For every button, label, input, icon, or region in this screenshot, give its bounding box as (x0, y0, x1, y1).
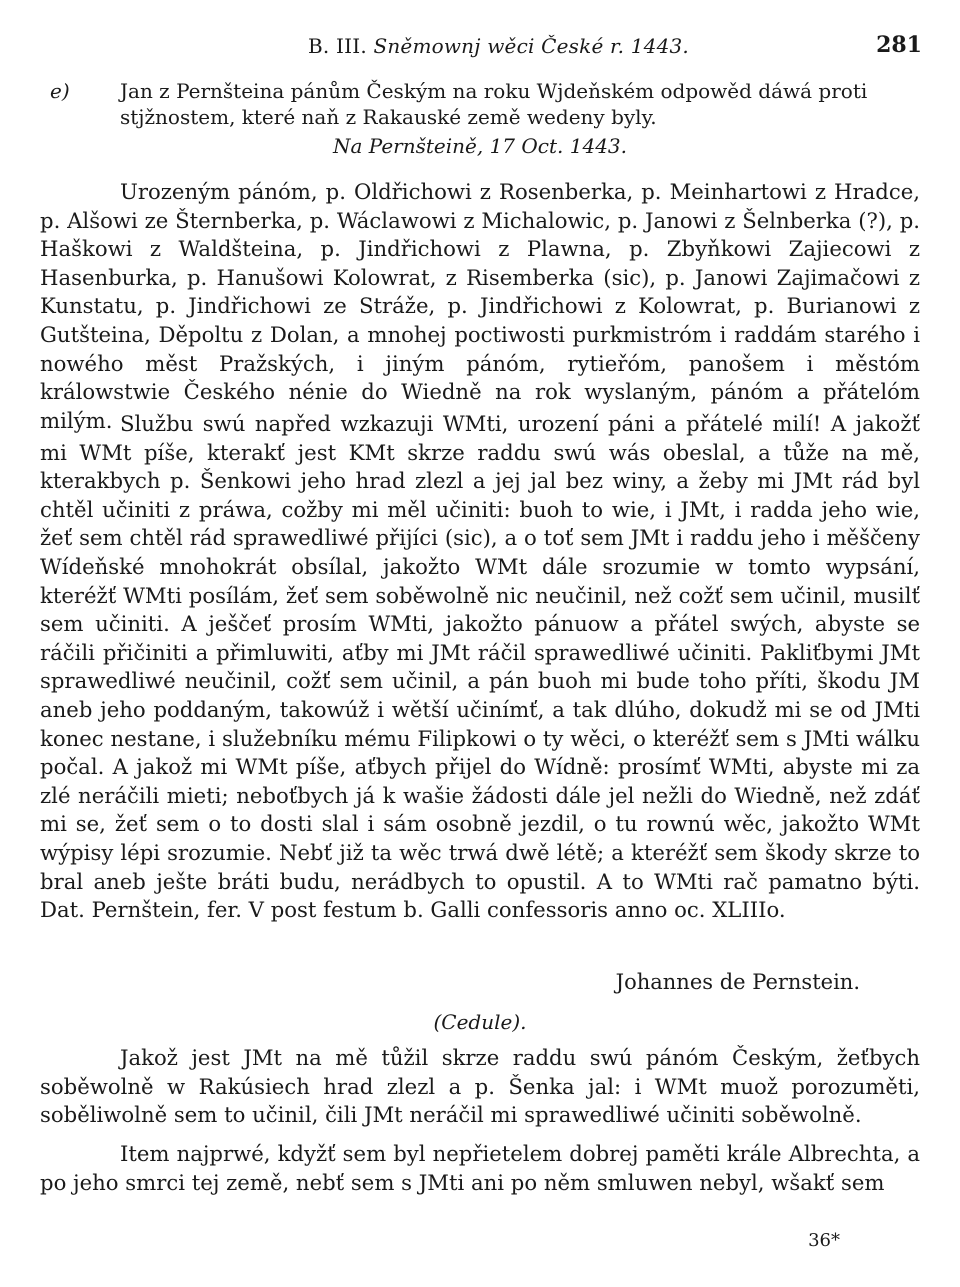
letter-body: Službu swú napřed wzkazuji WMti, urození páni a přátelé milí! A jakožť mi WMt píše, kterakť jest KMt skrze raddu swú wás obeslal, a tůže na mě, kterakbych p. Šenkowi jeho hrad zlezl a jej jal bez winy, a žeby mi JMt rád byl chtěl učiniti z práwa, cožby mi měl učiniti: buoh to wie, i JMt, i radda jeho wie, žeť sem chtěl rád sprawedliwé přijíci (sic), a o toť sem JMt i raddu jeho i měščeny Wídeňské mnohokrát obsílal, jakožto WMt dále srozumie w tomto wypsání, kteréžť WMti posílám, žeť sem soběwolně nic neučinil, než cožť sem učinil, musilť sem učiniti. A ješčeť prosím WMti, jakožto pánuow a přátel swých, abyste se ráčili přičiniti a přimluwiti, aťby mi JMt ráčil sprawedliwé učiniti. Pakliťbymi JMt sprawedliwé neučinil, cožť sem učinil, a pán buoh mi bude toho příti, škodu JM aneb jeho poddaným, takowúž i wětší učinímť, a tak dlúho, dokudž mi se od JMti konec nestane, i služebníku mému Filipkowi o ty wěci, o kteréžť sem s JMti wálku počal. A jakož mi WMt píše, aťbych přijel do Wídně: prosímť WMti, abyste mi za zlé neráčili mieti; neboťbych já k wašie žádosti dále jel nežli do Wiedně, než zdáť mi se, žeť sem o to dosti slal i sám osobně jezdil, o tu rownú wěc, jakožto WMt wýpisy lépi srozumie. Nebť již ta wěc trwá dwě létě; a kteréžť sem škody skrze to bral aneb ješte bráti budu, nerádbych to opustil. A to WMti rač pamatno býti. Dat. Pernštein, fer. V post festum b. Galli confessoris anno oc. XLIIIo. (40, 411, 920, 923)
running-head-title: Sněmownj wěci České r. 1443. (373, 34, 689, 58)
paragraph-1: Jakož jest JMt na mě tůžil skrze raddu swú pánóm Českým, žeťbych soběwolně w Rakúsiech hrad zlezl a p. Šenka jal: i WMt muož porozuměti, soběliwolně sem to učinil, čili JMt neráčil mi sprawedliwé učiniti soběwolně. (40, 1045, 920, 1128)
dateline: Na Pernšteině, 17 Oct. 1443. (333, 134, 627, 158)
signature-mark: 36* (808, 1230, 840, 1251)
running-head (308, 34, 689, 58)
paragraph-2: Item najprwé, kdyžť sem byl nepřietelem dobrej paměti krále Albrechta, a po jeho smrci tej země, nebť sem s JMti ani po něm smluwen nebyl, wšakť sem (40, 1141, 920, 1195)
page-number: 281 (876, 32, 922, 58)
headnote-marker: e) (50, 79, 70, 103)
running-head-prefix: B. III. (308, 34, 367, 58)
headnote-text: Jan z Pernšteina pánům Českým na roku Wjdeňském odpowěd dáwá proti stjžnostem, které naň z Rakauské země wedeny byly. (120, 79, 868, 129)
address-text: Urozeným pánóm, p. Oldřichowi z Rosenberka, p. Meinhartowi z Hradce, p. Alšowi ze Šternberka, p. Wáclawowi z Michalowic, p. Janowi z Šelnberka (?), p. Haškowi z Waldšteina, p. Jindřichowi z Plawna, p. Zbyňkowi Zajiecowi z Hasenburka, p. Hanušowi Kolowrat, z Risemberka (sic), p. Janowi Zajimačowi z Kunstatu, p. Jindřichowi ze Stráže, p. Jindřichowi z Kolowrat, p. Burianowi z Gutšteina, Děpoltu z Dolan, a mnohej poctiwosti purkmistróm i raddám starého i nowého měst Pražských, i jiným pánóm, rytieřóm, panošem i městóm králowstwie Českého nénie do Wiedně na rok wyslaným, pánóm a přátelóm milým. (40, 179, 920, 433)
headnote (40, 78, 920, 130)
signature: Johannes de Pernstein. (615, 970, 860, 994)
address-paragraph (40, 178, 920, 435)
cedule-heading: (Cedule). (433, 1010, 527, 1034)
page-header (0, 30, 960, 64)
